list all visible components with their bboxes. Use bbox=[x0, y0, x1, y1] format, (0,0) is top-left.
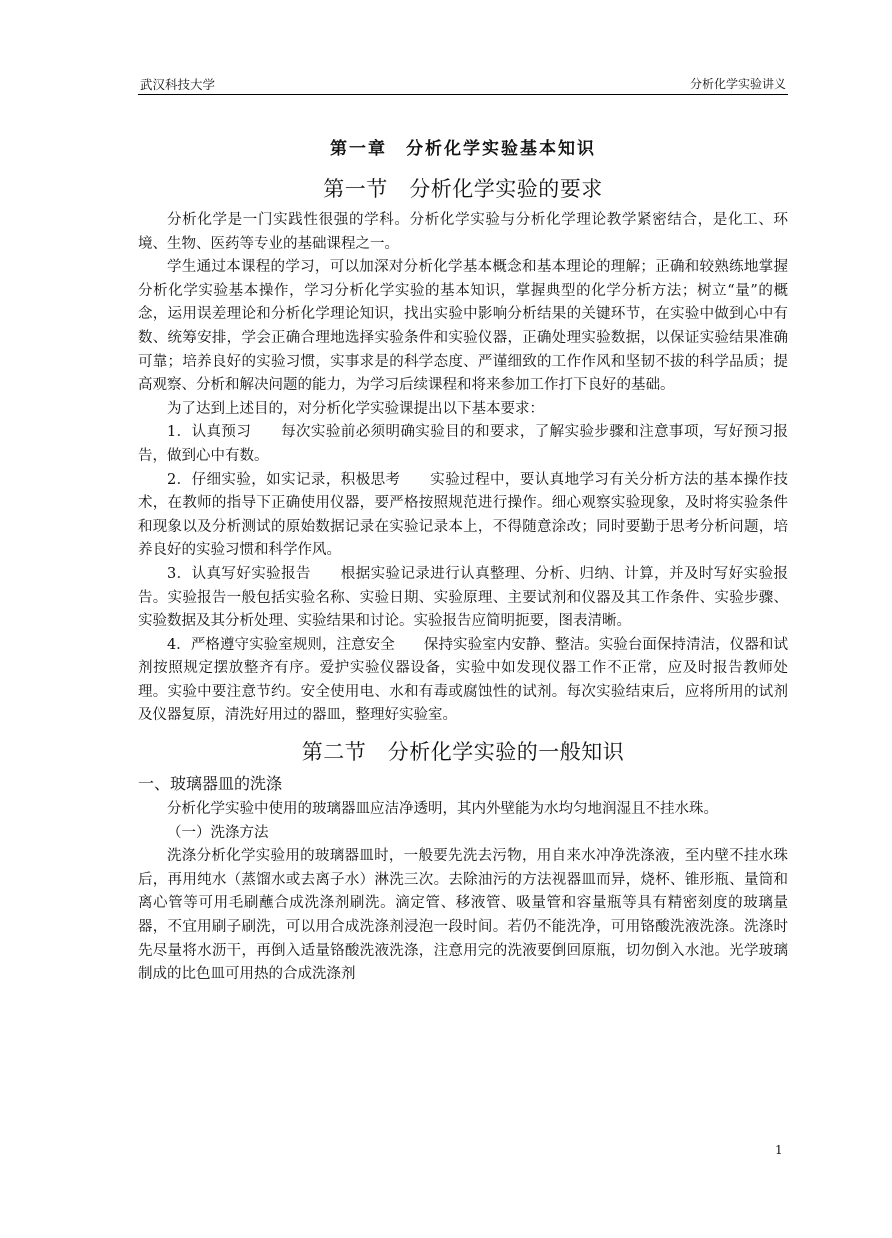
page-body bbox=[138, 126, 788, 987]
requirement-item: 1．认真预习 每次实验前必须明确实验目的和要求，了解实验步骤和注意事项，写好预习报告，做到心中有数。 bbox=[138, 424, 788, 464]
subsubsection-heading: （一）洗涤方法 bbox=[167, 824, 269, 841]
paragraph: 分析化学实验中使用的玻璃器皿应洁净透明，其内外壁能为水均匀地润湿且不挂水珠。 bbox=[167, 801, 718, 818]
requirement-item: 3．认真写好实验报告 根据实验记录进行认真整理、分析、归纳、计算，并及时写好实验报告。实验报告一般包括实验名称、实验日期、实验原理、主要试剂和仪器及其工作条件、实验步骤、实验数据及其分析处理、实验结果和讨论。实验报告应简明扼要，图表清晰。 bbox=[138, 565, 788, 630]
chapter-title: 第一章 分析化学实验基本知识 bbox=[330, 139, 596, 159]
paragraph: 学生通过本课程的学习，可以加深对分析化学基本概念和基本理论的理解；正确和较熟练地掌握分析化学实验基本操作，学习分析化学实验的基本知识，掌握典型的化学分析方法；树立“量”的概念，运用误差理论和分析化学理论知识，找出实验中影响分析结果的关键环节，在实验中做到心中有数、统筹安排，学会正确合理地选择实验条件和实验仪器，正确处理实验数据，以保证实验结果准确可靠；培养良好的实验习惯，实事求是的科学态度、严谨细致的工作作风和坚韧不拔的科学品质；提高观察、分析和解决问题的能力，为学习后续课程和将来参加工作打下良好的基础。 bbox=[138, 259, 788, 394]
requirement-item: 4．严格遵守实验室规则，注意安全 保持实验室内安静、整洁。实验台面保持清洁，仪器和试剂按照规定摆放整齐有序。爱护实验仪器设备，实验中如发现仪器工作不正常，应及时报告教师处理。实验中要注意节约。安全使用电、水和有毒或腐蚀性的试剂。每次实验结束后，应将所用的试剂及仪器复原，清洗好用过的器皿，整理好实验室。 bbox=[138, 636, 788, 724]
page-header bbox=[138, 74, 788, 95]
paragraph: 为了达到上述目的，对分析化学实验课提出以下基本要求： bbox=[167, 400, 544, 417]
paragraph: 分析化学是一门实践性很强的学科。分析化学实验与分析化学理论教学紧密结合，是化工、环境、生物、医药等专业的基础课程之一。 bbox=[138, 212, 788, 252]
requirement-item: 2．仔细实验，如实记录，积极思考 实验过程中，要认真地学习有关分析方法的基本操作技术，在教师的指导下正确使用仪器，要严格按照规范进行操作。细心观察实验现象，及时将实验条件和现象以及分析测试的原始数据记录在实验记录本上，不得随意涂改；同时要勤于思考分析问题，培养良好的实验习惯和科学作风。 bbox=[138, 471, 788, 559]
section2-title: 第二节 分析化学实验的一般知识 bbox=[301, 740, 625, 765]
paragraph: 洗涤分析化学实验用的玻璃器皿时，一般要先洗去污物，用自来水冲净洗涤液，至内壁不挂水珠后，再用纯水（蒸馏水或去离子水）淋洗三次。去除油污的方法视器皿而异，烧杯、锥形瓶、量筒和离心管等可用毛刷蘸合成洗涤剂刷洗。滴定管、移液管、吸量管和容量瓶等具有精密刻度的玻璃量器，不宜用刷子刷洗，可以用合成洗涤剂浸泡一段时间。若仍不能洗净，可用铬酸洗液洗涤。洗涤时先尽量将水沥干，再倒入适量铬酸洗液洗涤，注意用完的洗液要倒回原瓶，切勿倒入水池。光学玻璃制成的比色皿可用热的合成洗涤剂 bbox=[138, 848, 788, 983]
header-university: 武汉科技大学 bbox=[140, 77, 216, 92]
section1-title: 第一节 分析化学实验的要求 bbox=[323, 177, 603, 201]
page-number: 1 bbox=[775, 1143, 783, 1157]
subsection-heading: 一、玻璃器皿的洗涤 bbox=[138, 774, 283, 794]
header-course-title: 分析化学实验讲义 bbox=[689, 77, 786, 91]
